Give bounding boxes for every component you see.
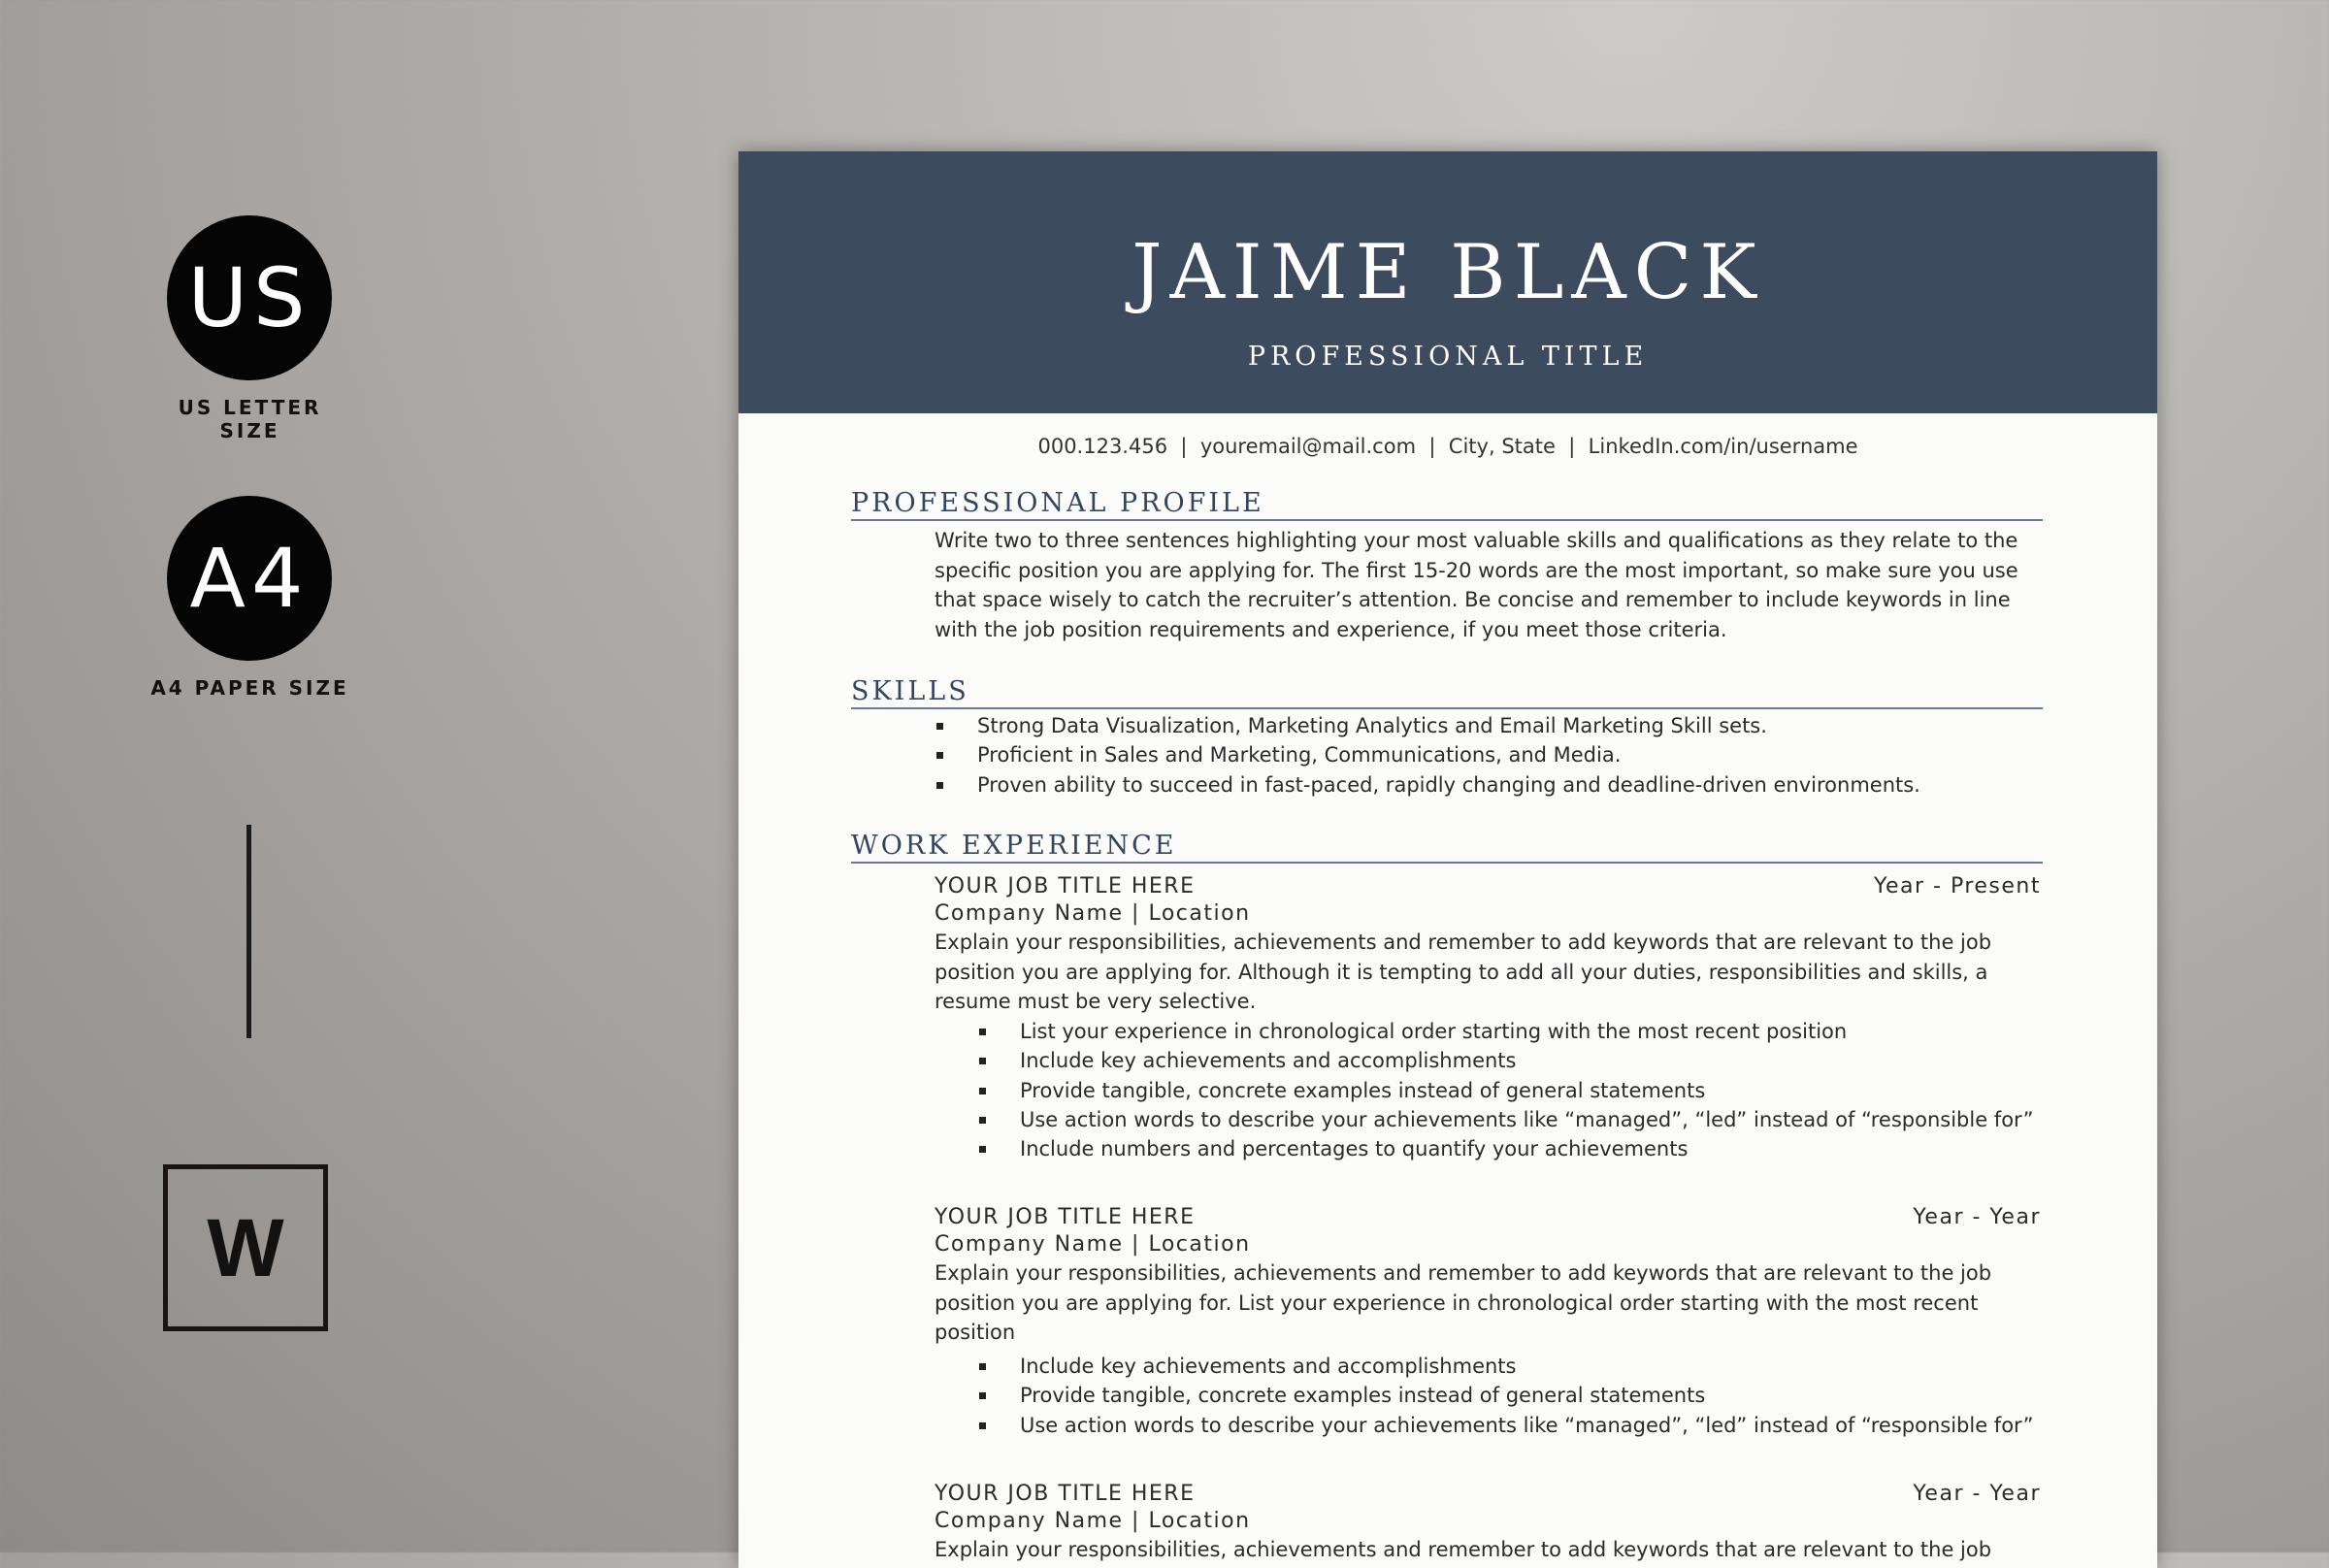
skills-list [935,711,1920,800]
us-letter-badge: US [167,215,332,380]
job-bullets [977,1352,2033,1440]
profile-heading: PROFESSIONAL PROFILE [851,488,2043,521]
list-item: Include numbers and percentages to quantify your achievements [977,1134,2033,1163]
list-item: Include key achievements and accomplishments [977,1046,2033,1075]
format-sidebar [146,0,354,1552]
job-bullets [977,1017,2033,1163]
list-item: Use action words to describe your achievements like “managed”, “led” instead of “responsible for” [977,1105,2033,1134]
list-item: Include key achievements and accomplishments [977,1352,2033,1381]
job-description: Explain your responsibilities, achievements and remember to add keywords that are relevant to the job position you are applying for. Although it is tempting to add all your duties, responsibilities and skills, a resume must be very selective. [935,931,1992,1013]
company-location: Company Name | Location [935,901,1251,926]
list-item: Provide tangible, concrete examples instead of general statements [977,1381,2033,1410]
job-description: Explain your responsibilities, achievements and remember to add keywords that are relevant to the job [935,1538,1992,1561]
a4-badge: A4 [167,496,332,661]
job-dates: Year - Year [1913,1482,2041,1506]
a4-label: A4 PAPER SIZE [150,676,349,700]
list-item: Strong Data Visualization, Marketing Analytics and Email Marketing Skill sets. [935,711,1920,740]
candidate-name: JAIME BLACK [1132,229,1764,316]
experience-heading: WORK EXPERIENCE [851,831,2043,864]
contact-line: 000.123.456 | youremail@mail.com | City, State | LinkedIn.com/in/username [1037,435,1858,458]
resume-header [738,151,2157,413]
word-document-icon: W [163,1164,328,1331]
company-location: Company Name | Location [935,1232,1251,1257]
list-item: Proven ability to succeed in fast-paced, rapidly changing and deadline-driven environments. [935,770,1920,800]
list-item: Provide tangible, concrete examples instead of general statements [977,1076,2033,1105]
us-letter-label: US LETTER SIZE [178,396,322,442]
profile-text: Write two to three sentences highlighting your most valuable skills and qualifications as they relate to the specific position you are applying for. The first 15-20 words are the most important, so make sure you use that space wisely to catch the recruiter’s attention. Be concise and remember to include keywords in line with the job position requirements and experience, if you meet those criteria. [935,529,2018,641]
job-dates: Year - Present [1873,874,2041,898]
list-item: Use action words to describe your achievements like “managed”, “led” instead of “responsible for” [977,1411,2033,1440]
list-item: Proficient in Sales and Marketing, Communications, and Media. [935,740,1920,769]
skills-heading: SKILLS [851,676,2043,709]
job-title: YOUR JOB TITLE HERE [935,1482,1196,1506]
list-item: List your experience in chronological order starting with the most recent position [977,1017,2033,1046]
job-title: YOUR JOB TITLE HERE [935,874,1196,898]
job-title: YOUR JOB TITLE HERE [935,1205,1196,1229]
company-location: Company Name | Location [935,1509,1251,1533]
job-dates: Year - Year [1913,1205,2041,1229]
divider-line [246,825,251,1038]
professional-title: PROFESSIONAL TITLE [1247,342,1649,372]
resume-page [738,151,2157,1568]
job-description: Explain your responsibilities, achievements and remember to add keywords that are relevant to the job position you are applying for. List your experience in chronological order starting with the most recent position [935,1261,1992,1344]
